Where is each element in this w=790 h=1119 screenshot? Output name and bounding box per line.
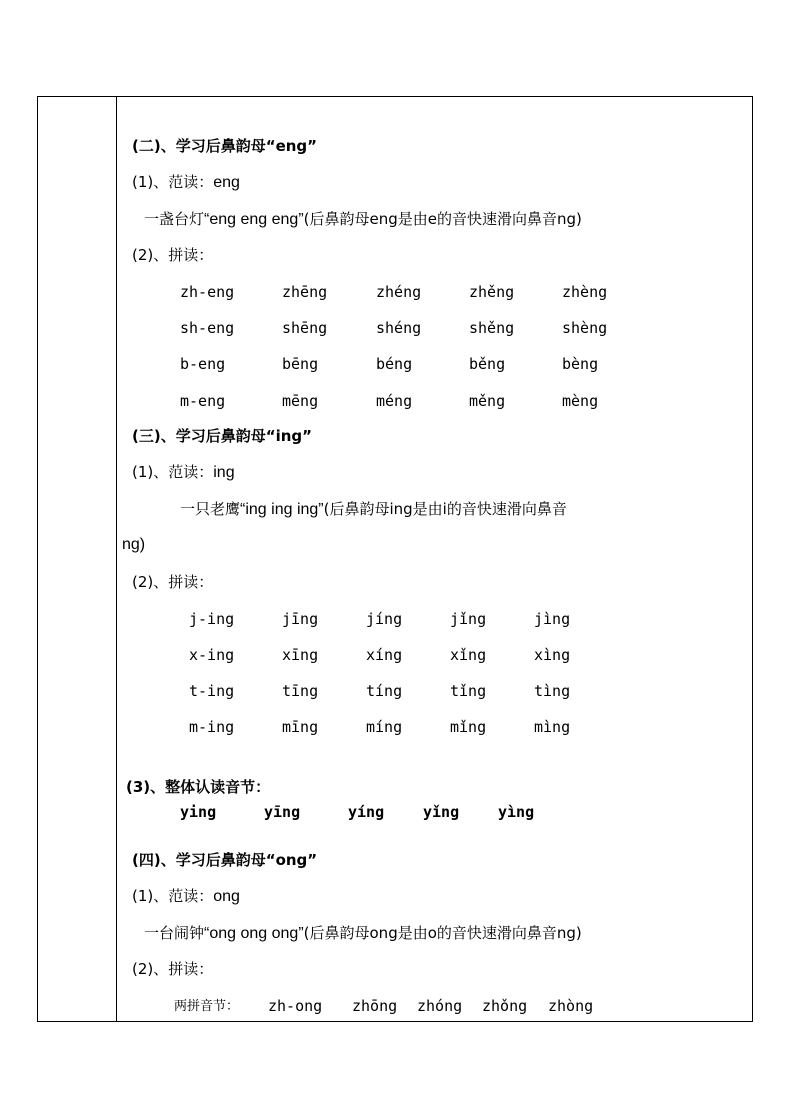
pinyin-syllable: zhōng [352,997,398,1015]
spelling-label: (2)、拼读： [132,573,214,591]
pinyin-syllable: zhèng [562,283,608,301]
pinyin-syllable: zh-eng [180,283,235,301]
whole-syllables-title: (3)、整体认读音节： [126,778,271,796]
pinyin-syllable: tǐng [450,682,487,700]
whole-syllable: yíng [348,803,385,821]
pinyin-syllable: b-eng [180,355,226,373]
pinyin-syllable: m-ing [189,718,235,736]
pinyin-syllable: x-ing [189,646,235,664]
pinyin-syllable: xǐng [450,646,487,664]
pinyin-syllable: méng [376,392,413,410]
pinyin-syllable: xíng [366,646,403,664]
pinyin-syllable: shèng [562,319,608,337]
whole-syllable: yǐng [423,803,460,821]
model-reading-label: (1)、范读：eng [132,173,240,191]
pinyin-syllable: tìng [534,682,571,700]
mnemonic-wrap: ng) [122,536,146,553]
whole-syllable: yīng [264,803,301,821]
pinyin-syllable: mìng [534,718,571,736]
pinyin-syllable: zhóng [417,997,463,1015]
pinyin-syllable: jīng [282,610,319,628]
model-reading-label: (1)、范读：ing [132,463,235,481]
pinyin-syllable: xīng [282,646,319,664]
two-part-syllables-label: 两拼音节： [174,999,240,1014]
pinyin-syllable: m-eng [180,392,226,410]
spelling-label: (2)、拼读： [132,246,214,264]
section-title-eng: (二)、学习后鼻韵母“eng” [132,137,318,155]
pinyin-syllable: zhǒng [482,997,528,1015]
pinyin-syllable: shēng [282,319,328,337]
pinyin-syllable: shéng [376,319,422,337]
pinyin-syllable: zh-ong [268,997,323,1015]
pinyin-syllable: mèng [562,392,599,410]
section-title-ing: (三)、学习后鼻韵母“ing” [132,427,312,445]
pinyin-syllable: zhēng [282,283,328,301]
pinyin-syllable: zhěng [469,283,515,301]
pinyin-syllable: tīng [282,682,319,700]
mnemonic-line-ing: 一只老鹰“ing ing ing”(后鼻韵母ing是由i的音快速滑向鼻音 [180,500,567,518]
pinyin-syllable: bēng [282,355,319,373]
column-divider [116,96,117,1022]
pinyin-syllable: míng [366,718,403,736]
pinyin-syllable: shěng [469,319,515,337]
pinyin-syllable: sh-eng [180,319,235,337]
pinyin-syllable: mīng [282,718,319,736]
pinyin-syllable: t-ing [189,682,235,700]
pinyin-syllable: mǐng [450,718,487,736]
section-title-ong: (四)、学习后鼻韵母“ong” [132,851,318,869]
pinyin-syllable: jǐng [450,610,487,628]
pinyin-syllable: béng [376,355,413,373]
whole-syllable: yìng [498,803,535,821]
pinyin-syllable: běng [469,355,506,373]
pinyin-syllable: tíng [366,682,403,700]
pinyin-syllable: mēng [282,392,319,410]
pinyin-syllable: zhéng [376,283,422,301]
pinyin-syllable: zhòng [548,997,594,1015]
pinyin-syllable: měng [469,392,506,410]
model-reading-label: (1)、范读：ong [132,887,240,905]
pinyin-syllable: jìng [534,610,571,628]
whole-syllable: ying [180,803,217,821]
pinyin-syllable: j-ing [189,610,235,628]
lesson-table [37,96,753,1022]
pinyin-syllable: jíng [366,610,403,628]
spelling-label: (2)、拼读： [132,960,214,978]
pinyin-syllable: bèng [562,355,599,373]
mnemonic-line-ong: 一台闹钟“ong ong ong”(后鼻韵母ong是由o的音快速滑向鼻音ng) [144,924,582,942]
mnemonic-line-eng: 一盏台灯“eng eng eng”(后鼻韵母eng是由e的音快速滑向鼻音ng) [144,210,582,228]
pinyin-syllable: xìng [534,646,571,664]
